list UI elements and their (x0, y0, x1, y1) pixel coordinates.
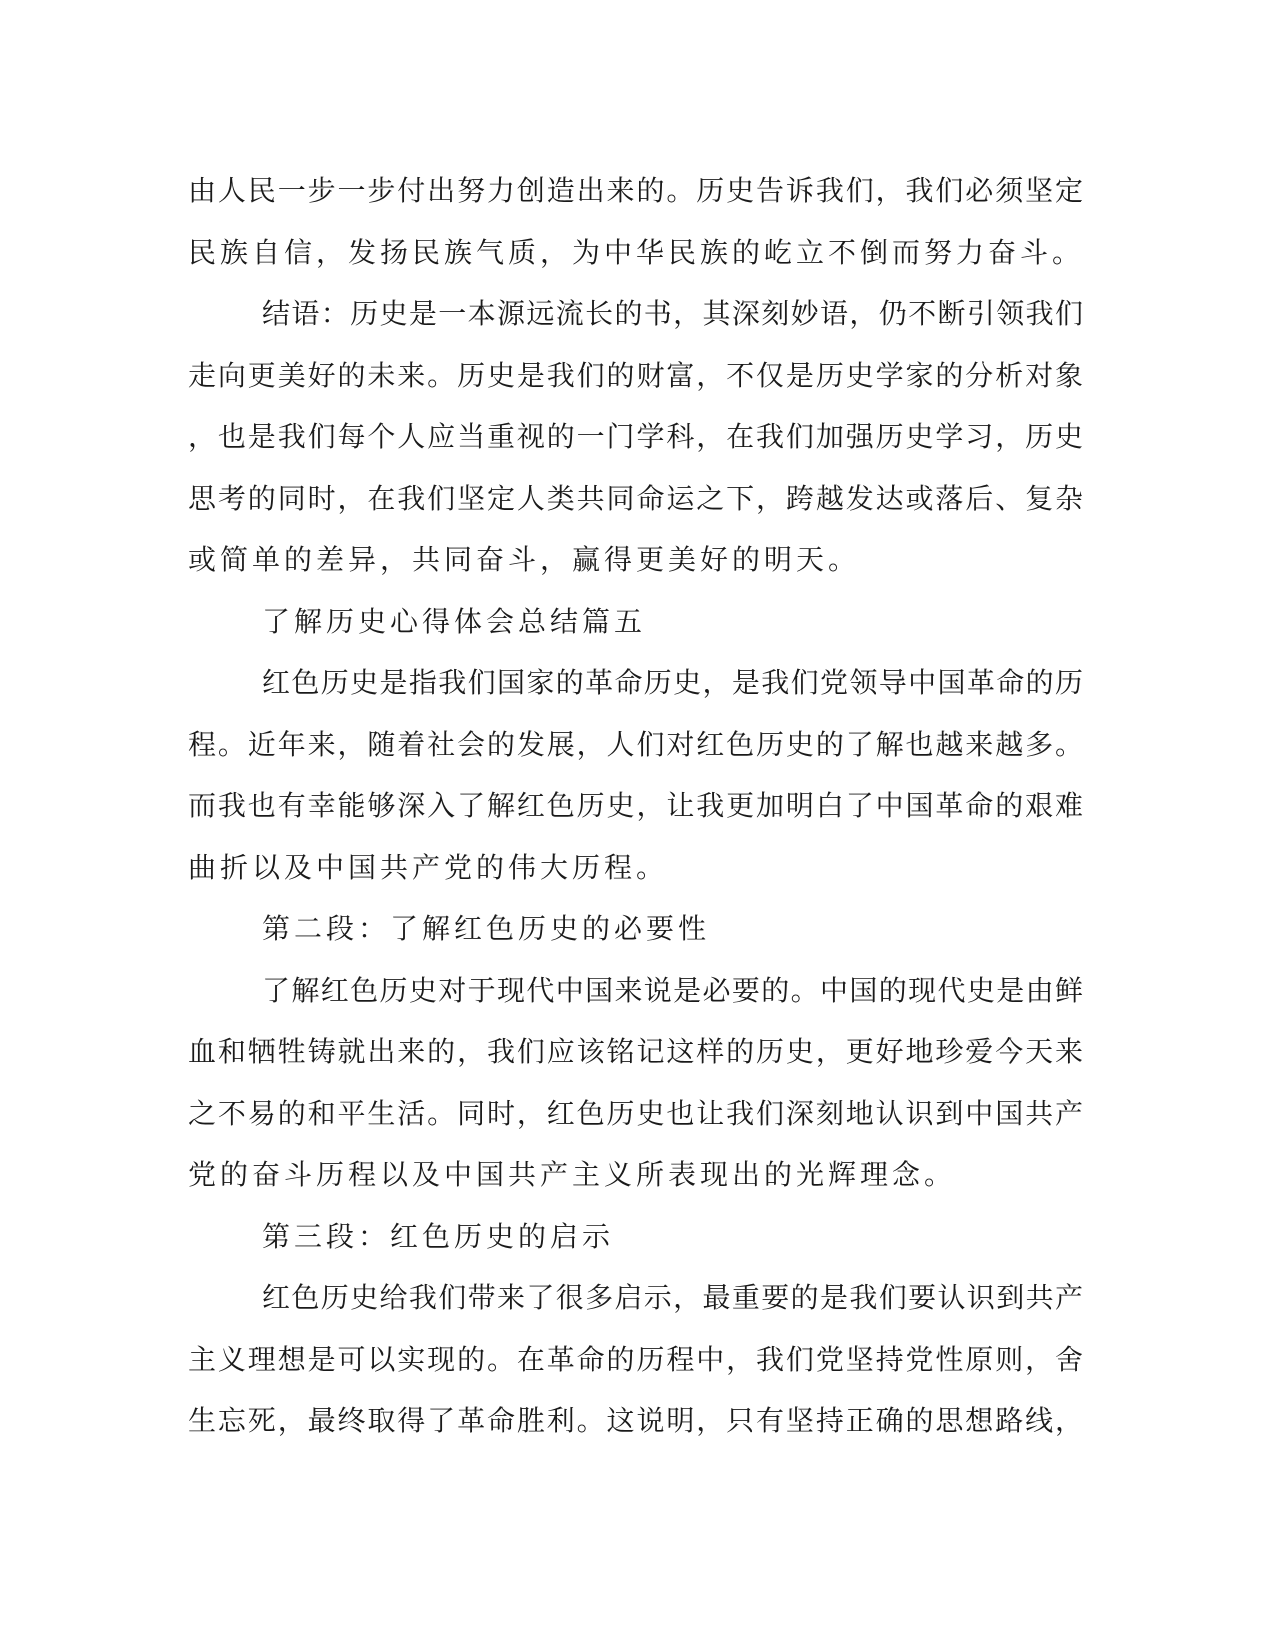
text-line: 民族自信，发扬民族气质，为中华民族的屹立不倒而努力奋斗。 (188, 235, 1085, 269)
paragraph-first-line: 结语：历史是一本源远流长的书，其深刻妙语，仍不断引领我们 (262, 297, 1083, 330)
paragraph-first-line: 了解红色历史对于现代中国来说是必要的。中国的现代史是由鲜 (262, 973, 1083, 1007)
text-line: 或简单的差异，共同奋斗，赢得更美好的明天。 (188, 543, 861, 576)
text-line: 血和牺牲铸就出来的，我们应该铭记这样的历史，更好地珍爱今天来 (188, 1035, 1083, 1068)
text-line: 程。近年来，随着社会的发展，人们对红色历史的了解也越来越多。 (188, 727, 1083, 761)
text-line: 党的奋斗历程以及中国共产主义所表现出的光辉理念。 (188, 1158, 957, 1191)
text-line: ，也是我们每个人应当重视的一门学科，在我们加强历史学习，历史 (188, 420, 1083, 453)
text-line: 而我也有幸能够深入了解红色历史，让我更加明白了中国革命的艰难 (188, 789, 1083, 822)
section-heading: 第三段：红色历史的启示 (262, 1219, 615, 1253)
text-line: 走向更美好的未来。历史是我们的财富，不仅是历史学家的分析对象 (188, 358, 1083, 392)
text-line: 之不易的和平生活。同时，红色历史也让我们深刻地认识到中国共产 (188, 1096, 1083, 1130)
text-line: 思考的同时，在我们坚定人类共同命运之下，跨越发达或落后、复杂 (188, 481, 1083, 515)
document-body (188, 160, 1083, 1452)
text-line: 生忘死，最终取得了革命胜利。这说明，只有坚持正确的思想路线， (188, 1404, 1083, 1437)
paragraph-first-line: 红色历史是指我们国家的革命历史，是我们党领导中国革命的历 (262, 666, 1083, 699)
text-line: 主义理想是可以实现的。在革命的历程中，我们党坚持党性原则，舍 (188, 1342, 1083, 1376)
section-heading: 第二段：了解红色历史的必要性 (262, 912, 711, 945)
section-heading: 了解历史心得体会总结篇五 (262, 604, 647, 638)
text-line: 由人民一步一步付出努力创造出来的。历史告诉我们，我们必须坚定 (188, 174, 1083, 207)
text-line: 曲折以及中国共产党的伟大历程。 (188, 850, 669, 884)
paragraph-first-line: 红色历史给我们带来了很多启示，最重要的是我们要认识到共产 (262, 1281, 1083, 1314)
